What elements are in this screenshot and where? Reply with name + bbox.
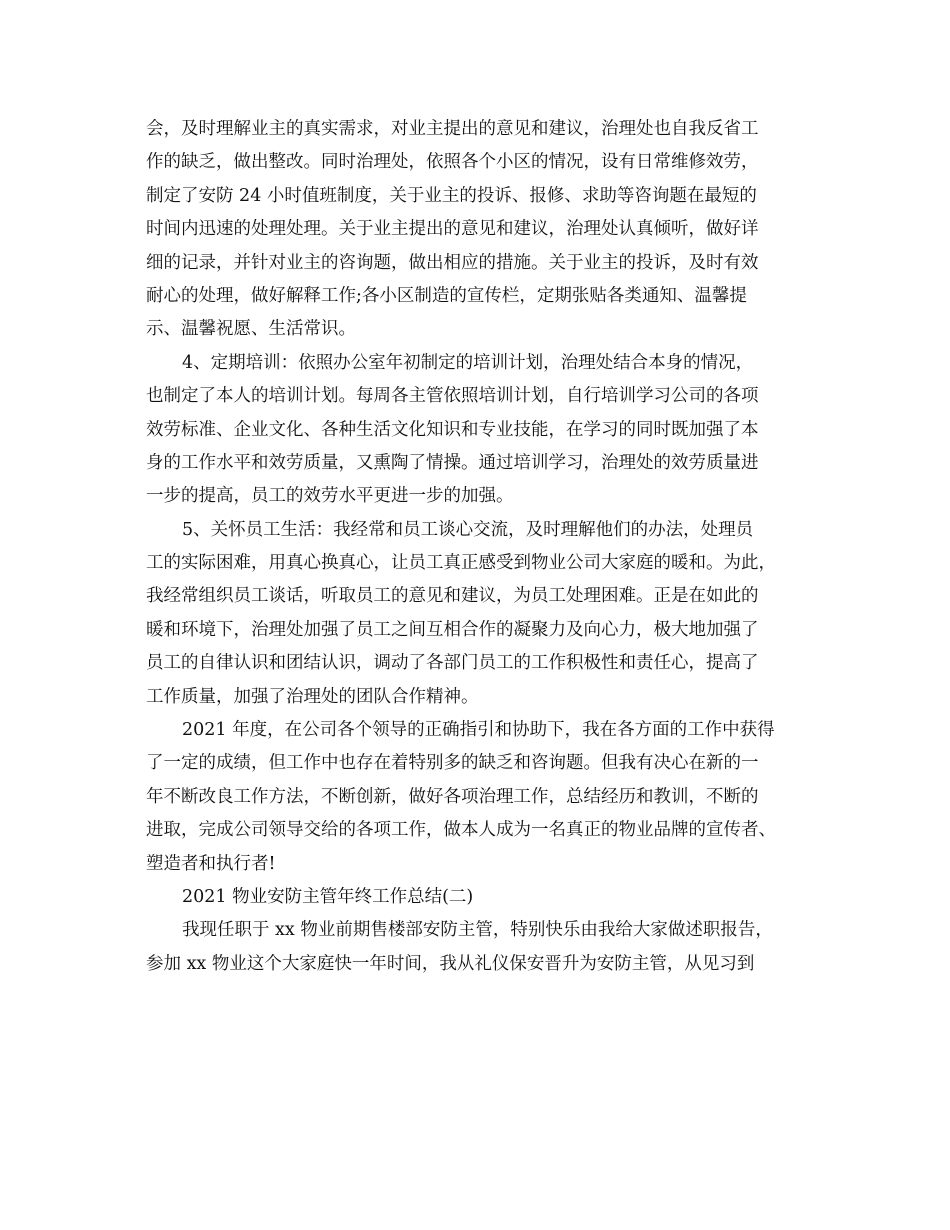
text-line: 年不断改良工作方法，不断创新，做好各项治理工作，总结经历和教训，不断的	[146, 786, 759, 807]
text-line: 5、关怀员工生活：我经常和员工谈心交流，及时理解他们的办法，处理员	[182, 519, 754, 540]
text-line: 示、温馨祝愿、生活常识。	[146, 319, 356, 340]
text-line: 2021 年度，在公司各个领导的正确指引和协助下，我在各方面的工作中获得	[182, 720, 775, 741]
text-line: 一步的提高，员工的效劳水平更进一步的加强。	[146, 486, 514, 507]
text-line: 耐心的处理，做好解释工作;各小区制造的宣传栏，定期张贴各类通知、温馨提	[146, 285, 747, 306]
text-line: 员工的自律认识和团结认识，调动了各部门员工的工作积极性和责任心，提高了	[146, 653, 759, 674]
text-line: 细的记录，并针对业主的咨询题，做出相应的措施。关于业主的投诉，及时有效	[146, 252, 759, 273]
text-line: 身的工作水平和效劳质量，又熏陶了情操。通过培训学习，治理处的效劳质量进	[146, 452, 759, 473]
text-line: 作的缺乏，做出整改。同时治理处，依照各个小区的情况，设有日常维修效劳，	[146, 152, 759, 173]
text-line: 制定了安防 24 小时值班制度，关于业主的投诉、报修、求助等咨询题在最短的	[146, 185, 757, 206]
text-line: 工作质量，加强了治理处的团队合作精神。	[146, 686, 479, 707]
text-line: 了一定的成绩，但工作中也存在着特别多的缺乏和咨询题。但我有决心在新的一	[146, 753, 759, 774]
text-line: 会，及时理解业主的真实需求，对业主提出的意见和建议，治理处也自我反省工	[146, 119, 759, 139]
text-line: 4、定期培训：依照办公室年初制定的培训计划，治理处结合本身的情况，	[182, 352, 754, 373]
text-line: 我经常组织员工谈话，听取员工的意见和建议，为员工处理困难。正是在如此的	[146, 586, 759, 607]
text-line: 也制定了本人的培训计划。每周各主管依照培训计划，自行培训学习公司的各项	[146, 386, 759, 407]
text-line: 我现任职于 xx 物业前期售楼部安防主管，特别快乐由我给大家做述职报告，	[182, 920, 773, 941]
text-line: 工的实际困难，用真心换真心，让员工真正感受到物业公司大家庭的暖和。为此，	[146, 553, 776, 574]
text-line: 参加 xx 物业这个大家庭快一年时间，我从礼仪保安晋升为安防主管，从见习到	[146, 953, 755, 974]
text-line: 进取，完成公司领导交给的各项工作，做本人成为一名真正的物业品牌的宣传者、	[146, 820, 776, 841]
text-line: 2021 物业安防主管年终工作总结(二)	[182, 886, 474, 907]
text-line: 时间内迅速的处理处理。关于业主提出的意见和建议，治理处认真倾听，做好详	[146, 219, 759, 240]
document-body	[146, 113, 810, 981]
text-line: 暖和环境下，治理处加强了员工之间互相合作的凝聚力及向心力，极大地加强了	[146, 619, 759, 640]
text-line: 塑造者和执行者!	[146, 853, 276, 874]
text-line: 效劳标准、企业文化、各种生活文化知识和专业技能，在学习的同时既加强了本	[146, 419, 759, 440]
